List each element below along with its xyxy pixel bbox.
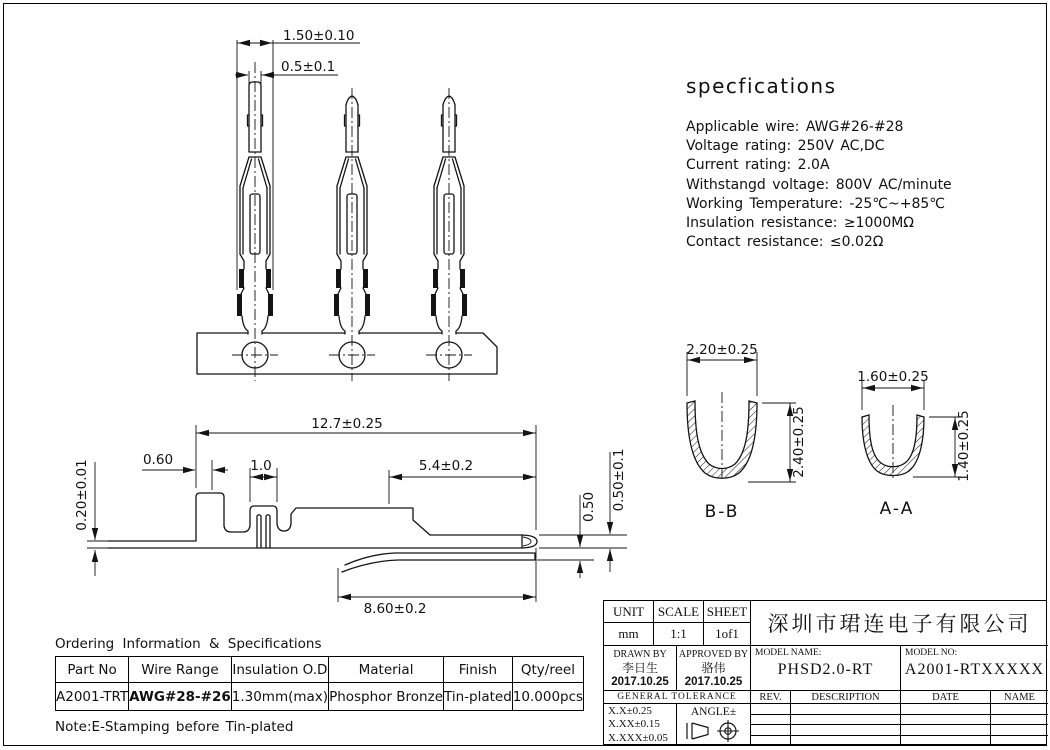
cell-wire-range: AWG#28-#26 bbox=[129, 683, 232, 711]
drawn-by-name: 李日生 bbox=[621, 661, 658, 675]
drawn-by-cell bbox=[604, 646, 677, 691]
pin-tip-detail bbox=[523, 537, 531, 546]
section-bb bbox=[686, 342, 807, 522]
unit-value: mm bbox=[604, 623, 654, 646]
ordering-title: Ordering Information & Specifications bbox=[55, 636, 322, 652]
sheet-value: 1of1 bbox=[704, 623, 751, 646]
ordering-table bbox=[55, 656, 584, 711]
cell-qty: 10.000pcs bbox=[512, 683, 583, 711]
tolerance-cell bbox=[604, 704, 677, 746]
projection-symbols bbox=[682, 719, 746, 743]
model-no-value: A2001-RTXXXXX bbox=[904, 661, 1045, 678]
angle-label: ANGLE± bbox=[690, 706, 737, 718]
col-header: Part No bbox=[56, 657, 129, 683]
title-block bbox=[603, 600, 1047, 745]
model-name-label: MODEL NAME: bbox=[755, 648, 822, 658]
approved-by-date: 2017.10.25 bbox=[684, 676, 743, 688]
sheet-label: SHEET bbox=[704, 601, 751, 623]
approved-by-cell bbox=[677, 646, 751, 691]
tolerance-line: X.XX±0.15 bbox=[608, 718, 660, 731]
date-header: DATE bbox=[901, 691, 991, 704]
col-header: Insulation O.D bbox=[231, 657, 328, 683]
approved-by-label: APPROVED BY bbox=[678, 649, 749, 660]
specifications-block bbox=[686, 74, 1046, 252]
col-header: Qty/reel bbox=[512, 657, 583, 683]
section-label: A-A bbox=[879, 499, 915, 519]
unit-label: UNIT bbox=[604, 601, 654, 623]
dim-label: 0.20±0.01 bbox=[74, 459, 90, 531]
spec-line: Insulation resistance: ≥1000MΩ bbox=[686, 215, 914, 232]
cell-part-no: A2001-TRT bbox=[56, 683, 129, 711]
scale-value: 1:1 bbox=[654, 623, 704, 646]
cell-material: Phosphor Bronze bbox=[329, 683, 444, 711]
third-angle-projection-icon bbox=[687, 723, 708, 739]
terminal-outline bbox=[108, 493, 522, 541]
crimp-slots bbox=[257, 515, 270, 548]
dim-label: 0.60 bbox=[142, 452, 174, 468]
dim-label: 0.5±0.1 bbox=[281, 59, 336, 75]
section-aa bbox=[857, 369, 972, 519]
model-no-label: MODEL NO: bbox=[905, 648, 958, 658]
table-row bbox=[56, 683, 584, 711]
side-view bbox=[74, 416, 627, 617]
spec-line: Withstangd voltage: 800V AC/minute bbox=[686, 176, 952, 193]
specs-title: specfications bbox=[686, 74, 837, 98]
model-name-cell bbox=[751, 646, 901, 691]
model-name-value: PHSD2.0-RT bbox=[777, 661, 874, 678]
tolerance-line: X.XXX±0.05 bbox=[608, 731, 668, 744]
company-name: 深圳市珺连电子有限公司 bbox=[751, 601, 1048, 646]
approved-by-name: 骆伟 bbox=[701, 661, 726, 675]
dim-label: 1.0 bbox=[250, 458, 272, 474]
lower-tail bbox=[342, 553, 535, 572]
spec-line: Voltage rating: 250V AC,DC bbox=[686, 138, 885, 155]
drawn-by-label: DRAWN BY bbox=[613, 649, 667, 660]
scale-label: SCALE bbox=[654, 601, 704, 623]
table-header-row bbox=[56, 657, 584, 683]
drawn-by-date: 2017.10.25 bbox=[611, 676, 669, 688]
dim-label: 2.40±0.25 bbox=[791, 406, 807, 478]
general-tolerance-label: GENERAL TOLERANCE bbox=[604, 691, 751, 704]
spec-line: Current rating: 2.0A bbox=[686, 157, 830, 174]
dim-label: 1.60±0.25 bbox=[857, 369, 929, 385]
dim-label: 5.4±0.2 bbox=[418, 458, 474, 474]
col-header: Finish bbox=[444, 657, 513, 683]
model-no-cell bbox=[901, 646, 1048, 691]
dim-label: 12.7±0.25 bbox=[311, 416, 383, 432]
ordering-block bbox=[55, 636, 584, 735]
ordering-note: Note:E-Stamping before Tin-plated bbox=[55, 719, 294, 735]
dim-label: 2.20±0.25 bbox=[686, 342, 758, 358]
cell-insulation: 1.30mm(max) bbox=[231, 683, 328, 711]
dim-label: 1.50±0.10 bbox=[283, 28, 355, 44]
datum-target-icon bbox=[717, 720, 739, 742]
dim-label: 1.40±0.25 bbox=[956, 410, 972, 482]
rev-header: REV. bbox=[751, 691, 791, 704]
name-header: NAME bbox=[991, 691, 1048, 704]
spec-line: Working Temperature: -25℃~+85℃ bbox=[686, 195, 945, 212]
tolerance-line: X.X±0.25 bbox=[608, 704, 652, 717]
dim-label: 0.50±0.1 bbox=[611, 448, 627, 512]
section-label: B-B bbox=[704, 502, 740, 522]
spec-line: Applicable wire: AWG#26-#28 bbox=[686, 119, 904, 135]
description-header: DESCRIPTION bbox=[791, 691, 901, 704]
front-view bbox=[197, 28, 497, 381]
dim-label: 0.50 bbox=[581, 491, 597, 523]
cell-finish: Tin-plated bbox=[444, 683, 513, 711]
revision-rows bbox=[751, 704, 1048, 746]
col-header: Wire Range bbox=[129, 657, 232, 683]
dim-label: 8.60±0.2 bbox=[363, 601, 427, 617]
col-header: Material bbox=[329, 657, 444, 683]
spec-line: Contact resistance: ≤0.02Ω bbox=[686, 234, 884, 251]
angle-cell bbox=[677, 704, 751, 746]
